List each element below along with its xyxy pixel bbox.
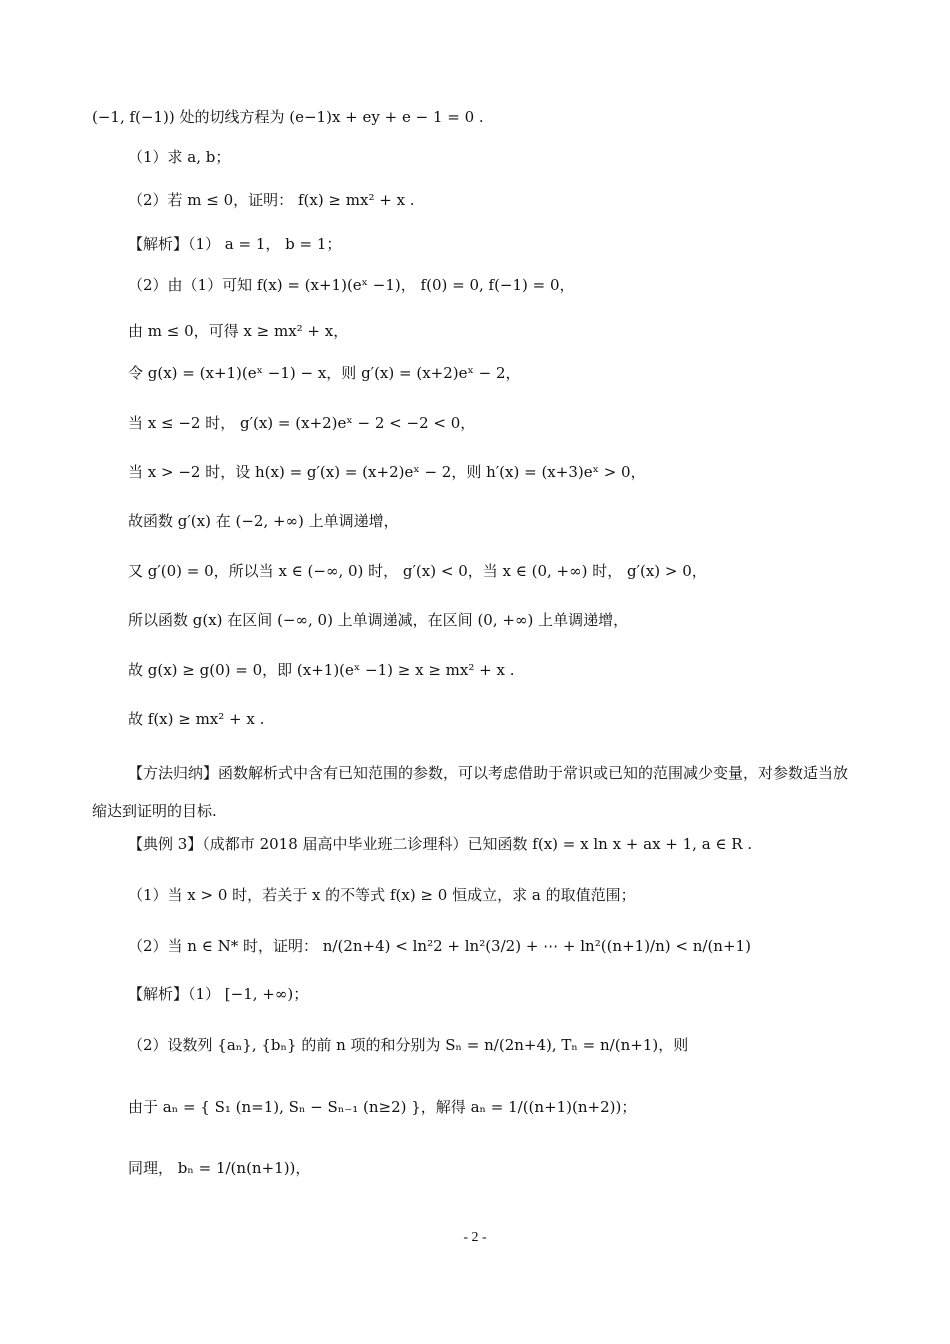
text-line-2: （1）求 a, b； [128, 148, 231, 166]
text-line-1: (−1, f(−1)) 处的切线方程为 (e−1)x + ey + e − 1 = 0 . [92, 108, 484, 126]
text-line-8: 当 x ≤ −2 时， g′(x) = (x+2)eˣ − 2 < −2 < 0， [128, 414, 476, 432]
text-line-10: 故函数 g′(x) 在 (−2, +∞) 上单调递增， [128, 512, 399, 530]
text-line-18: 【解析】（1） [−1, +∞)； [128, 985, 309, 1003]
example-3-heading: 【典例 3】（成都市 2018 届高中毕业班二诊理科）已知函数 f(x) = x ln x + ax + 1, a ∈ R . [128, 835, 753, 853]
text-line-5: （2）由（1）可知 f(x) = (x+1)(eˣ −1)， f(0) = 0, f(−1) = 0， [128, 276, 575, 294]
text-line-6: 由 m ≤ 0，可得 x ≥ mx² + x， [128, 322, 349, 340]
text-line-12: 所以函数 g(x) 在区间 (−∞, 0) 上单调递减，在区间 (0, +∞) 上单调递增， [128, 611, 629, 629]
text-line-3: （2）若 m ≤ 0，证明： f(x) ≥ mx² + x . [128, 191, 415, 209]
method-summary-paragraph: 【方法归纳】函数解析式中含有已知范围的参数，可以考虑借助于常识或已知的范围减少变量，对参数适当放缩达到证明的目标. [92, 764, 849, 820]
text-line-11: 又 g′(0) = 0，所以当 x ∈ (−∞, 0) 时， g′(x) < 0，当 x ∈ (0, +∞) 时， g′(x) > 0， [128, 562, 707, 580]
text-line-14: 故 f(x) ≥ mx² + x . [128, 710, 265, 728]
page-number: - 2 - [463, 1230, 487, 1245]
text-line-7: 令 g(x) = (x+1)(eˣ −1) − x，则 g′(x) = (x+2)eˣ − 2， [128, 364, 521, 382]
text-line-21: 同理， bₙ = 1/(n(n+1))， [128, 1159, 311, 1177]
text-line-17: （2）当 n ∈ N* 时，证明： n/(2n+4) < ln²2 + ln²(3/2) + ⋯ + ln²((n+1)/n) < n/(n+1) [128, 937, 751, 955]
text-line-9: 当 x > −2 时，设 h(x) = g′(x) = (x+2)eˣ − 2，则 h′(x) = (x+3)eˣ > 0， [128, 463, 646, 481]
text-line-4: 【解析】（1） a = 1， b = 1； [128, 235, 342, 253]
text-line-20: 由于 aₙ = { S₁ (n=1), Sₙ − Sₙ₋₁ (n≥2) }，解得 aₙ = 1/((n+1)(n+2))； [128, 1098, 637, 1116]
text-line-19: （2）设数列 {aₙ}, {bₙ} 的前 n 项的和分别为 Sₙ = n/(2n+4), Tₙ = n/(n+1)，则 [128, 1036, 689, 1054]
text-line-13: 故 g(x) ≥ g(0) = 0，即 (x+1)(eˣ −1) ≥ x ≥ mx² + x . [128, 661, 515, 679]
text-line-16: （1）当 x > 0 时，若关于 x 的不等式 f(x) ≥ 0 恒成立，求 a 的取值范围； [128, 886, 636, 904]
